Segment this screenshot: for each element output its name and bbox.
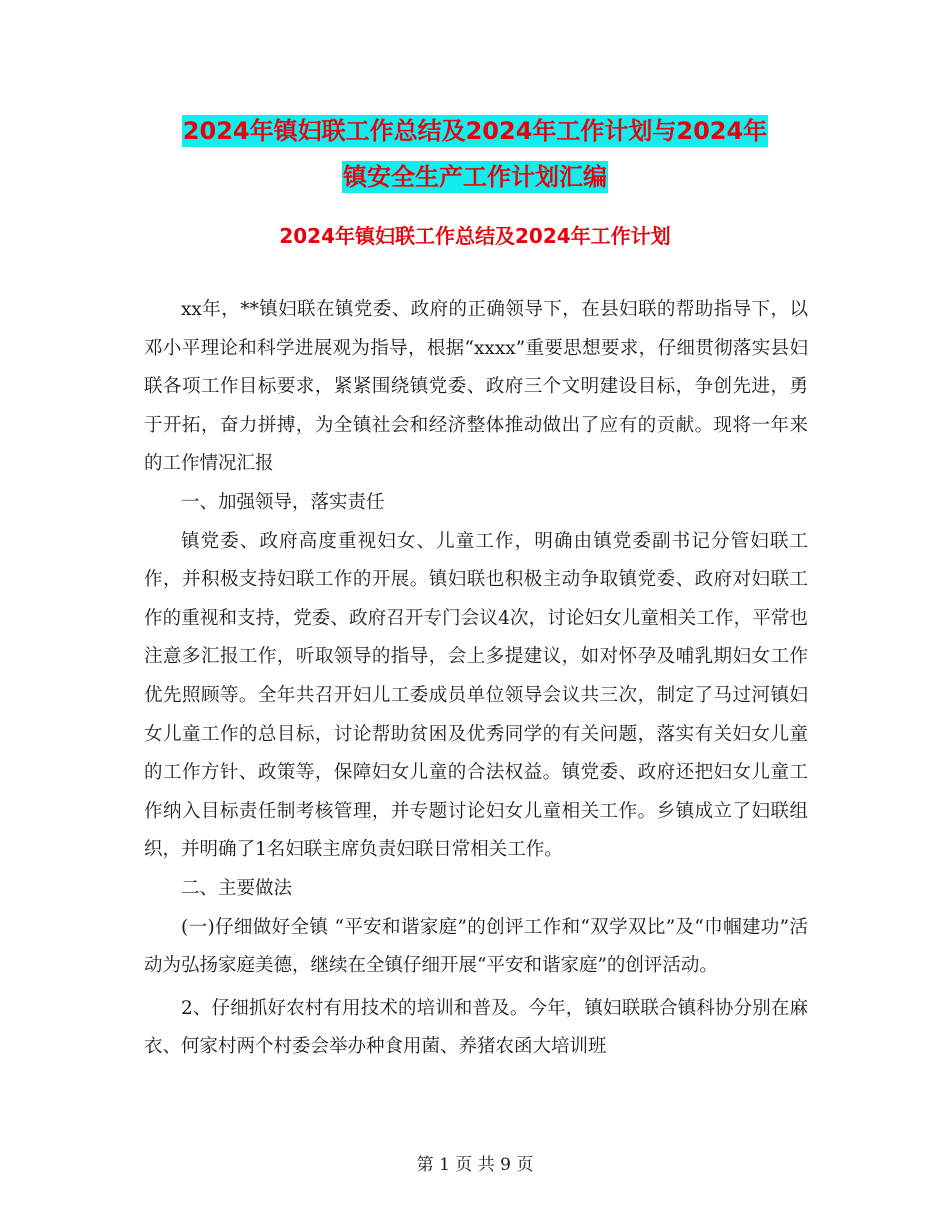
heading-methods: 二、主要做法	[181, 877, 293, 899]
main-title-line2: 镇安全生产工作计划汇编	[343, 163, 607, 191]
paragraph-method-2: 2、仔细抓好农村有用技术的培训和普及。今年，镇妇联联合镇科协分别在麻衣、何家村两个村委会举办种食用菌、养猪农函大培训班	[144, 997, 808, 1058]
main-title	[120, 108, 830, 200]
main-title-line1: 2024年镇妇联工作总结及2024年工作计划与2024年	[182, 117, 768, 145]
paragraph-leadership: 镇党委、政府高度重视妇女、儿童工作，明确由镇党委副书记分管妇联工作，并积极支持妇联工作的开展。镇妇联也积极主动争取镇党委、政府对妇联工作的重视和支持，党委、政府召开专门会议4次，讨论妇女儿童相关工作，平常也注意多汇报工作，听取领导的指导，会上多提建议，如对怀孕及哺乳期妇女工作优先照顾等。全年共召开妇儿工委成员单位领导会议共三次，制定了马过河镇妇女儿童工作的总目标，讨论帮助贫困及优秀同学的有关问题，落实有关妇女儿童的工作方针、政策等，保障妇女儿童的合法权益。镇党委、政府还把妇女儿童工作纳入目标责任制考核管理，并专题讨论妇女儿童相关工作。乡镇成立了妇联组织，并明确了1名妇联主席负责妇联日常相关工作。	[144, 530, 808, 861]
document-body	[144, 291, 808, 1067]
paragraph-method-1: (一)仔细做好全镇 “平安和谐家庭”的创评工作和“双学双比”及“巾帼建功”活动为弘扬家庭美德，继续在全镇仔细开展“平安和谐家庭”的创评活动。	[144, 916, 808, 977]
heading-leadership: 一、加强领导，落实责任	[181, 491, 385, 513]
paragraph-intro: xx年，**镇妇联在镇党委、政府的正确领导下，在县妇联的帮助指导下，以邓小平理论和科学进展观为指导，根据“xxxx”重要思想要求，仔细贯彻落实县妇联各项工作目标要求，紧紧围绕镇党委、政府三个文明建设目标，争创先进，勇于开拓，奋力拼搏，为全镇社会和经济整体推动做出了应有的贡献。现将一年来的工作情况汇报	[144, 299, 808, 475]
section-title: 2024年镇妇联工作总结及2024年工作计划	[279, 224, 671, 248]
page-footer: 第 1 页 共 9 页	[416, 1155, 534, 1175]
